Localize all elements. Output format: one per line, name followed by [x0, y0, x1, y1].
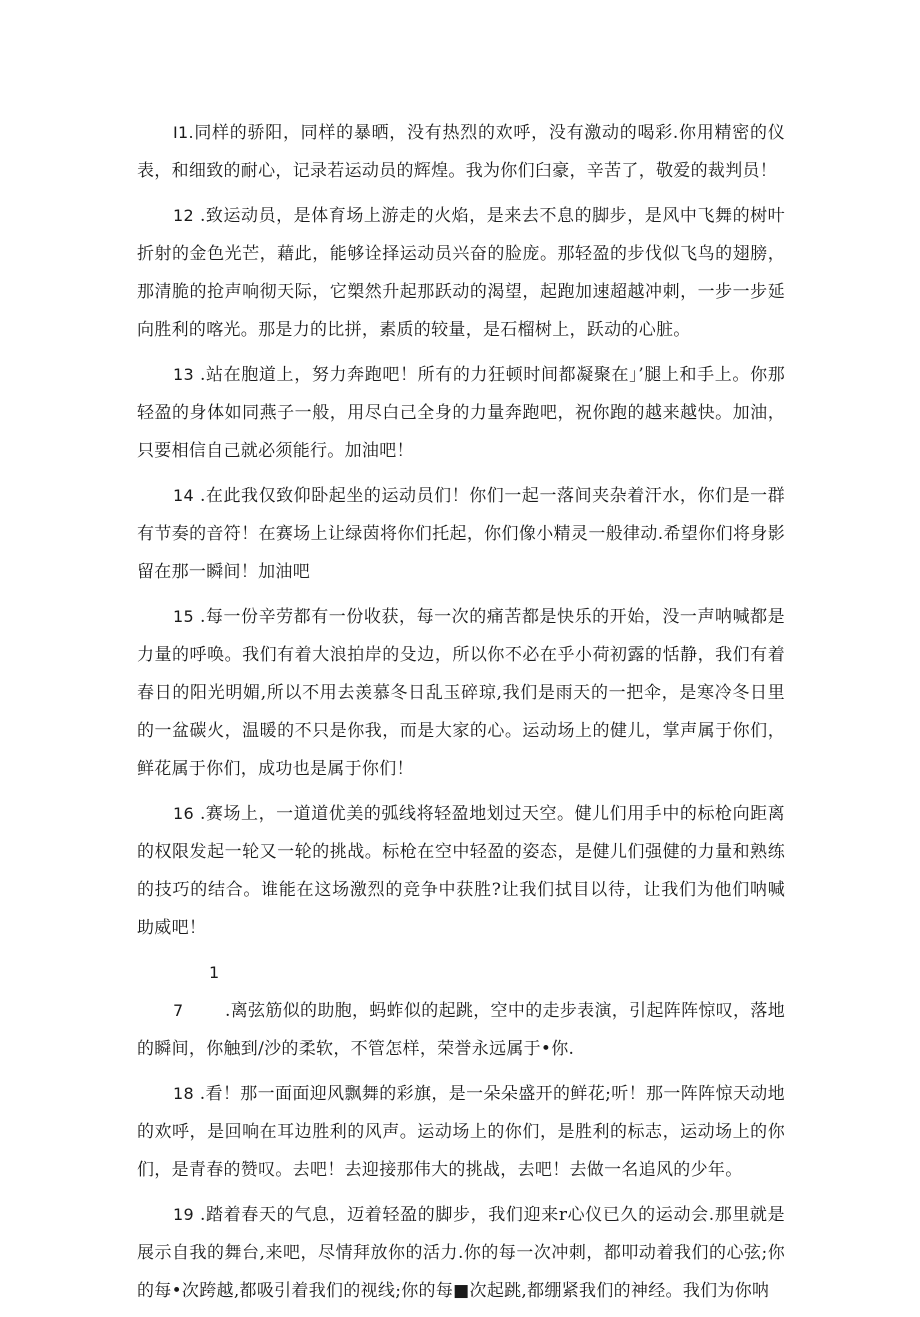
paragraph-text: .看！那一面面迎风飘舞的彩旗，是一朵朵盛开的鲜花;听！那一阵阵惊天动地的欢呼，是回响在耳边胜利的风声。运动场上的你们，是胜利的标志，运动场上的你们，是青春的赞叹。去吧！去迎接那伟大的挑战，去吧！去做一名追风的少年。: [137, 1084, 785, 1180]
document-body: [137, 114, 785, 1317]
paragraph-number: 18: [173, 1084, 194, 1103]
paragraph-text: 同样的骄阳，同样的暴晒，没有热烈的欢呼，没有激动的喝彩.你用精密的仪表，和细致的耐心，记录若运动员的辉煌。我为你们臼豪，辛苦了，敬爱的裁判员！: [137, 123, 785, 181]
paragraph-text: .致运动员，是体育场上游走的火焰，是来去不息的脚步，是风中飞舞的树叶折射的金色光芒，藉此，能够诠择运动员兴奋的脸庞。那轻盈的步伐似飞鸟的翅膀，那清脆的抢声响彻天际，它槊然升起那跃动的渴望，起跑加速超越冲刺，一步一步延向胜利的喀光。那是力的比拼，素质的较量，是石榴树上，跃动的心脏。: [137, 206, 785, 340]
paragraph-text: .在此我仅致仰卧起坐的运动员们！你们一起一落间夹杂着汗水，你们是一群有节奏的音符！在赛场上让绿茵将你们托起，你们像小精灵一般律动.希望你们将身影留在那一瞬间！加油吧: [137, 486, 785, 582]
paragraph-16: [137, 795, 785, 947]
paragraph-11: [137, 114, 785, 190]
paragraph-text: .站在胞道上，努力奔跑吧！所有的力狂顿时间都凝聚在」’腿上和手上。你那轻盈的身体如同燕子一般，用尽白己全身的力量奔跑吧，祝你跑的越来越快。加油，只要相信自己就必须能行。加油吧！: [137, 365, 785, 461]
paragraph-number: 13: [173, 365, 194, 384]
paragraph-number: 16: [173, 804, 194, 823]
paragraph-number: 14: [173, 486, 194, 505]
paragraph-number: 19: [173, 1205, 194, 1224]
paragraph-text: .踏着春天的气息，迈着轻盈的脚步，我们迎来r心仪已久的运动会.那里就是展示自我的舞台,来吧，尽情拜放你的活力.你的每一次冲刺，都叩动着我们的心弦;你的每•次跨越,都吸引着我们的视线;你的每■次起跳,都绷紧我们的神经。我们为你呐: [137, 1205, 785, 1301]
paragraph-number: 15: [173, 607, 194, 626]
paragraph-14: [137, 477, 785, 591]
paragraph-18: [137, 1075, 785, 1189]
paragraph-text: .赛场上，一道道优美的弧线将轻盈地划过天空。健儿们用手中的标枪向距离的权限发起一轮又一轮的挑战。标枪在空中轻盈的姿态，是健儿们强健的力量和熟练的技巧的结合。谁能在这场激烈的竞争中获胜?让我们拭目以待，让我们为他们呐喊助威吧！: [137, 804, 785, 938]
paragraph-15: [137, 598, 785, 788]
paragraph-13: [137, 356, 785, 470]
paragraph-text: .每一份辛劳都有一份收获，每一次的痛苦都是快乐的开始，没一声呐喊都是力量的呼唤。我们有着大浪拍岸的殳边，所以你不必在乎小荷初露的恬静，我们有着春日的阳光明媚,所以不用去羡慕冬日乱玉碎琼,我们是雨天的一把伞，是寒冷冬日里的一盆碳火，温暖的不只是你我，而是大家的心。运动场上的健儿，掌声属于你们，鲜花属于你们，成功也是属于你们！: [137, 607, 785, 779]
paragraph-19: [137, 1196, 785, 1310]
paragraph-17: [137, 954, 785, 1068]
paragraph-number: 17: [173, 963, 220, 1020]
paragraph-number: I1.: [173, 123, 194, 142]
paragraph-number: 12: [173, 206, 194, 225]
paragraph-12: [137, 197, 785, 349]
paragraph-text: .离弦筋似的助胞，蚂蚱似的起跳，空中的走步表演，引起阵阵惊叹，落地的瞬间，你触到/沙的柔软，不管怎样，荣誉永远属于•你.: [137, 1001, 785, 1059]
